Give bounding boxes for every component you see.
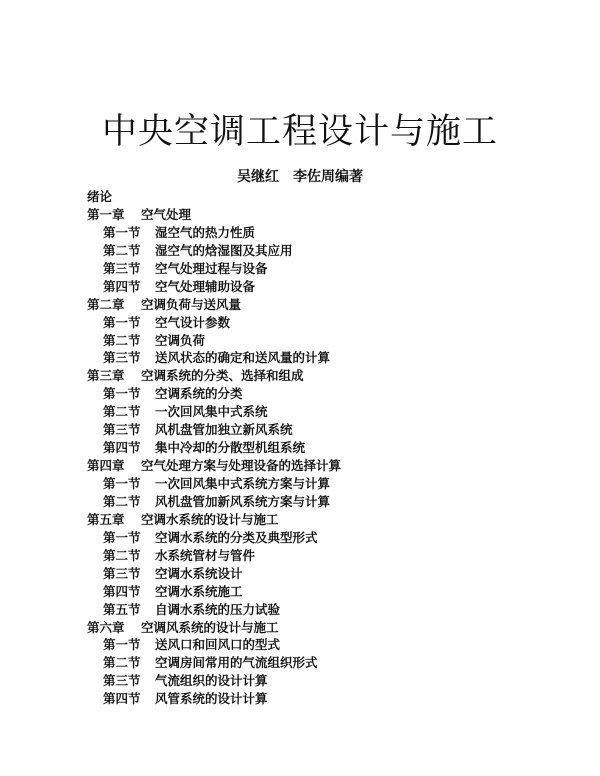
toc-chapter bbox=[87, 367, 517, 385]
toc-entry-title: 风机盘管加新风系统方案与计算 bbox=[155, 493, 331, 509]
toc-entry-label: 第二节 bbox=[103, 242, 141, 258]
toc-entry-label: 第四节 bbox=[103, 278, 141, 294]
author-1: 吴继红 bbox=[237, 169, 279, 185]
toc-section bbox=[87, 493, 517, 511]
toc-entry-label: 第一节 bbox=[103, 314, 141, 330]
toc-entry-label: 第四节 bbox=[103, 691, 141, 707]
toc-chapter bbox=[87, 206, 517, 224]
toc-entry-label: 第三节 bbox=[103, 260, 141, 276]
toc-entry-label: 第五章 bbox=[87, 511, 125, 527]
toc-entry-label: 第一章 bbox=[87, 206, 125, 222]
toc-entry-label: 第一节 bbox=[103, 637, 141, 653]
toc-entry-label: 第三章 bbox=[87, 368, 125, 384]
toc-entry-title: 空调房间常用的气流组织形式 bbox=[155, 655, 318, 671]
toc-section bbox=[87, 690, 517, 708]
toc-section bbox=[87, 332, 517, 350]
toc-section bbox=[87, 242, 517, 260]
book-title: 中央空调工程设计与施工 bbox=[101, 112, 498, 152]
toc-entry-title: 空调水系统施工 bbox=[155, 583, 243, 599]
toc-entry-label: 第二节 bbox=[103, 404, 141, 420]
toc-entry-title: 湿空气的焓湿图及其应用 bbox=[155, 242, 293, 258]
toc-entry-label: 第一节 bbox=[103, 476, 141, 491]
toc-section bbox=[87, 636, 517, 654]
toc-entry-title: 空调负荷与送风量 bbox=[141, 296, 242, 312]
toc-entry-label: 第二节 bbox=[103, 493, 141, 509]
toc-entry-label: 第二节 bbox=[103, 655, 141, 671]
authors-line bbox=[0, 168, 600, 186]
toc-entry-title: 空调系统的分类、选择和组成 bbox=[141, 368, 304, 384]
toc-entry-label: 第四节 bbox=[103, 440, 141, 456]
toc-entry-title: 湿空气的热力性质 bbox=[155, 224, 256, 240]
toc-entry-label: 第一节 bbox=[103, 529, 141, 545]
toc-entry-title: 风管系统的设计计算 bbox=[155, 691, 268, 707]
toc-entry-label: 第四节 bbox=[103, 583, 141, 599]
toc-section bbox=[87, 601, 517, 619]
toc-entry-label: 第二节 bbox=[103, 547, 141, 563]
toc-chapter bbox=[87, 511, 517, 529]
toc-entry-label: 绪论 bbox=[87, 189, 113, 204]
toc-section bbox=[87, 672, 517, 690]
toc-section bbox=[87, 439, 517, 457]
toc-entry-label: 第五节 bbox=[103, 601, 141, 617]
toc-entry-title: 空气处理辅助设备 bbox=[155, 278, 256, 294]
toc-entry-title: 风机盘管加独立新风系统 bbox=[155, 422, 293, 438]
toc-section bbox=[87, 529, 517, 547]
toc-entry-title: 集中冷却的分散型机组系统 bbox=[155, 440, 306, 456]
toc-entry-title: 空调水系统的分类及典型形式 bbox=[155, 529, 318, 545]
toc-entry-title: 空气处理过程与设备 bbox=[155, 260, 268, 276]
toc-entry-label: 第六章 bbox=[87, 619, 125, 635]
toc-intro bbox=[87, 188, 517, 206]
toc-entry-title: 气流组织的设计计算 bbox=[155, 673, 268, 689]
toc-section bbox=[87, 475, 517, 493]
toc-section bbox=[87, 421, 517, 439]
toc-entry-title: 空气设计参数 bbox=[155, 314, 231, 330]
toc-entry-title: 送风状态的确定和送风量的计算 bbox=[155, 350, 331, 366]
toc-entry-label: 第三节 bbox=[103, 422, 141, 438]
toc-entry-label: 第一节 bbox=[103, 386, 141, 402]
toc-entry-title: 送风口和回风口的型式 bbox=[155, 637, 281, 653]
toc-entry-title: 空气处理方案与处理设备的选择计算 bbox=[141, 458, 342, 474]
toc-entry-label: 第三节 bbox=[103, 565, 141, 581]
toc-chapter bbox=[87, 457, 517, 475]
toc-section bbox=[87, 349, 517, 367]
toc-section bbox=[87, 565, 517, 583]
toc-section bbox=[87, 583, 517, 601]
toc-entry-title: 一次回风集中式系统方案与计算 bbox=[155, 476, 331, 491]
toc-entry-title: 水系统管材与管件 bbox=[155, 547, 256, 563]
toc-entry-title: 空气处理 bbox=[141, 206, 192, 222]
toc-entry-label: 第四章 bbox=[87, 458, 125, 474]
toc-entry-title: 空调水系统的设计与施工 bbox=[141, 511, 279, 527]
toc-entry-title: 自调水系统的压力试验 bbox=[155, 601, 281, 617]
toc-section bbox=[87, 403, 517, 421]
toc-entry-title: 空调水系统设计 bbox=[155, 565, 243, 581]
toc-chapter bbox=[87, 619, 517, 637]
toc-entry-label: 第一节 bbox=[103, 224, 141, 240]
toc-section bbox=[87, 224, 517, 242]
toc-section bbox=[87, 547, 517, 565]
toc-entry-label: 第三节 bbox=[103, 673, 141, 689]
toc-entry-label: 第三节 bbox=[103, 350, 141, 366]
toc-chapter bbox=[87, 296, 517, 314]
toc-entry-label: 第二章 bbox=[87, 296, 125, 312]
toc-section bbox=[87, 260, 517, 278]
table-of-contents bbox=[87, 188, 517, 708]
toc-section bbox=[87, 314, 517, 332]
toc-entry-label: 第二节 bbox=[103, 332, 141, 348]
toc-section bbox=[87, 654, 517, 672]
toc-section bbox=[87, 385, 517, 403]
toc-entry-title: 空调负荷 bbox=[155, 332, 206, 348]
toc-entry-title: 空调系统的分类 bbox=[155, 386, 243, 402]
toc-section bbox=[87, 278, 517, 296]
author-2: 李佐周编著 bbox=[293, 169, 363, 185]
toc-entry-title: 空调风系统的设计与施工 bbox=[141, 619, 279, 635]
toc-entry-title: 一次回风集中式系统 bbox=[155, 404, 268, 420]
